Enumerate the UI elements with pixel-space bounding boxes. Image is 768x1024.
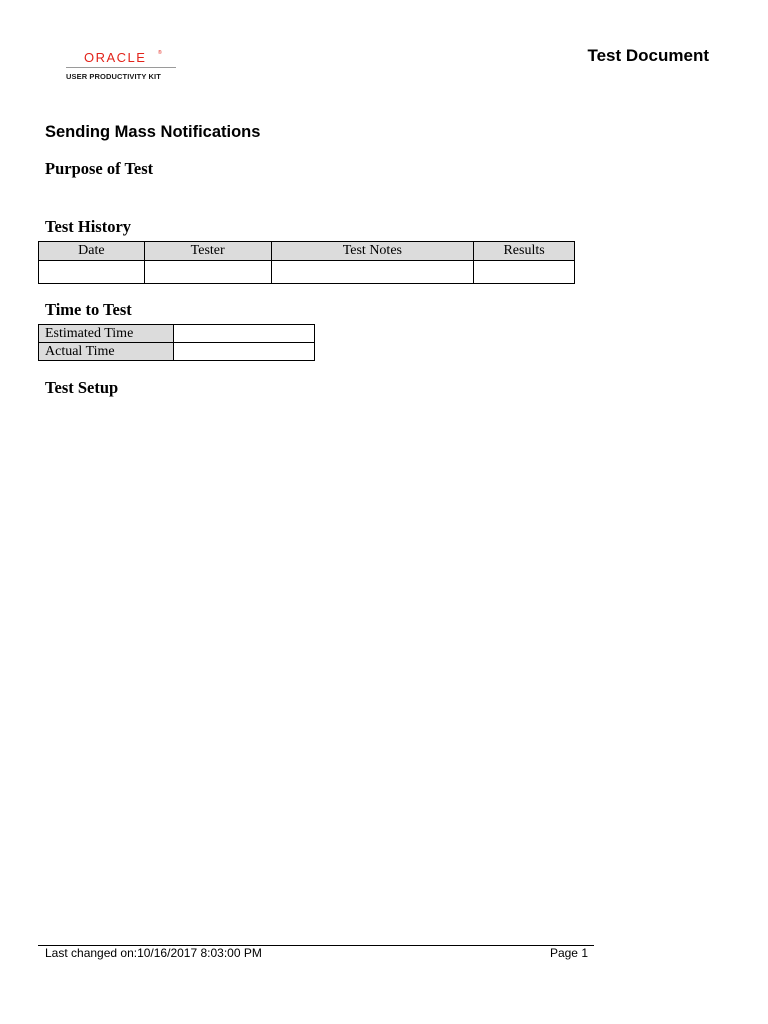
logo-brand: ORACLE — [84, 50, 147, 65]
table-cell-tester — [144, 261, 271, 284]
test-history-table — [38, 241, 575, 284]
column-header-results: Results — [474, 242, 575, 261]
table-header-row — [39, 242, 575, 261]
column-header-test-notes: Test Notes — [271, 242, 474, 261]
estimated-time-value — [174, 325, 315, 343]
logo-divider — [66, 67, 176, 68]
table-cell-date — [39, 261, 145, 284]
logo-product: USER PRODUCTIVITY KIT — [66, 72, 161, 81]
column-header-tester: Tester — [144, 242, 271, 261]
history-heading: Test History — [45, 217, 132, 236]
table-cell-test-notes — [271, 261, 474, 284]
actual-time-value — [174, 343, 315, 361]
setup-heading: Test Setup — [45, 378, 119, 397]
table-row — [39, 343, 315, 361]
table-cell-results — [474, 261, 575, 284]
header-title: Test Document — [587, 46, 709, 65]
oracle-upk-logo — [66, 50, 178, 86]
logo-trademark: ® — [158, 50, 162, 56]
estimated-time-label: Estimated Time — [39, 325, 174, 343]
time-to-test-table — [38, 324, 315, 361]
table-row — [39, 325, 315, 343]
table-row — [39, 261, 575, 284]
document-title: Sending Mass Notifications — [45, 123, 261, 141]
time-heading: Time to Test — [45, 300, 132, 319]
page-number: Page 1 — [549, 946, 588, 960]
column-header-date: Date — [39, 242, 145, 261]
actual-time-label: Actual Time — [39, 343, 174, 361]
last-changed-text: Last changed on:10/16/2017 8:03:00 PM — [45, 946, 262, 960]
purpose-heading: Purpose of Test — [45, 159, 154, 178]
